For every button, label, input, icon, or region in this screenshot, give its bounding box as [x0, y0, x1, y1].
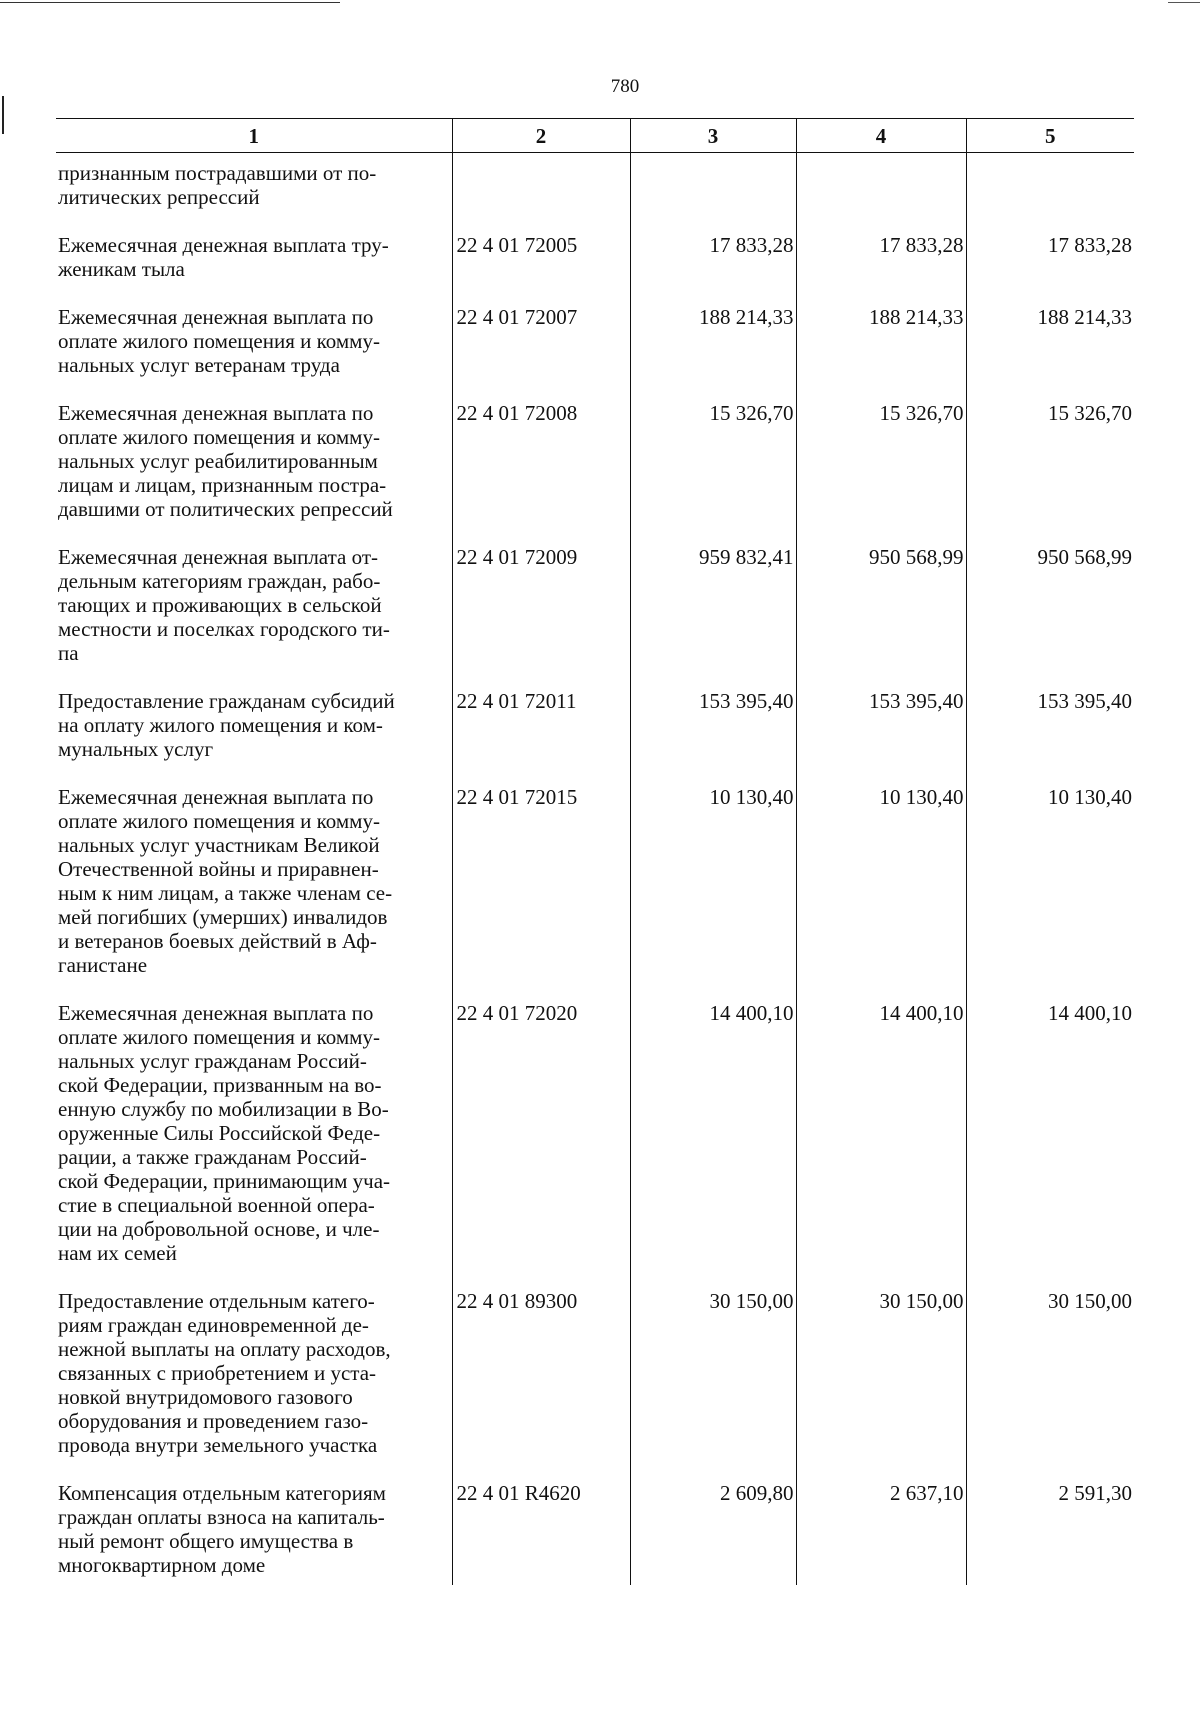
table-row — [56, 1481, 1134, 1585]
row-value-4: 153 395,40 — [796, 689, 966, 785]
top-rule-right — [1168, 2, 1200, 3]
name-line: Ежемесячная денежная выплата по — [58, 401, 374, 425]
name-line: ской Федерации, призванным на во- — [58, 1073, 382, 1097]
row-value-5: 2 591,30 — [966, 1481, 1134, 1585]
row-value-4: 17 833,28 — [796, 233, 966, 305]
table-row — [56, 785, 1134, 1001]
row-name — [56, 1289, 452, 1481]
name-line: нальных услуг ветеранам труда — [58, 353, 340, 377]
name-line: провода внутри земельного участка — [58, 1433, 378, 1457]
row-value-5 — [966, 153, 1134, 234]
table-row — [56, 689, 1134, 785]
row-value-4: 30 150,00 — [796, 1289, 966, 1481]
row-value-3: 14 400,10 — [630, 1001, 796, 1289]
header-col-3: 3 — [630, 119, 796, 153]
name-line: оплате жилого помещения и комму- — [58, 1025, 380, 1049]
name-line: Ежемесячная денежная выплата по — [58, 785, 374, 809]
row-value-5: 153 395,40 — [966, 689, 1134, 785]
name-line: нальных услуг участникам Великой — [58, 833, 380, 857]
row-name — [56, 1481, 452, 1585]
row-value-5: 17 833,28 — [966, 233, 1134, 305]
table-row — [56, 545, 1134, 689]
name-line: Отечественной войны и приравнен- — [58, 857, 379, 881]
name-line: Компенсация отдельным категориям — [58, 1481, 386, 1505]
row-value-3: 17 833,28 — [630, 233, 796, 305]
name-line: Ежемесячная денежная выплата тру- — [58, 233, 389, 257]
name-line: мей погибших (умерших) инвалидов — [58, 905, 388, 929]
header-row — [56, 119, 1134, 153]
name-line: Ежемесячная денежная выплата по — [58, 305, 374, 329]
name-line: признанным пострадавшими от по- — [58, 161, 377, 185]
row-name — [56, 1001, 452, 1289]
row-code: 22 4 01 72015 — [452, 785, 630, 1001]
row-code: 22 4 01 72009 — [452, 545, 630, 689]
row-value-3: 15 326,70 — [630, 401, 796, 545]
row-value-4: 950 568,99 — [796, 545, 966, 689]
row-value-4: 14 400,10 — [796, 1001, 966, 1289]
row-code: 22 4 01 R4620 — [452, 1481, 630, 1585]
name-line: нам их семей — [58, 1241, 177, 1265]
row-code: 22 4 01 72008 — [452, 401, 630, 545]
row-code: 22 4 01 72007 — [452, 305, 630, 401]
row-value-5: 10 130,40 — [966, 785, 1134, 1001]
top-rule-left — [0, 2, 340, 3]
header-col-4: 4 — [796, 119, 966, 153]
row-code: 22 4 01 89300 — [452, 1289, 630, 1481]
name-line: нежной выплаты на оплату расходов, — [58, 1337, 391, 1361]
row-value-5: 950 568,99 — [966, 545, 1134, 689]
row-name — [56, 689, 452, 785]
name-line: Предоставление отдельным катего- — [58, 1289, 375, 1313]
budget-table — [56, 118, 1134, 1585]
name-line: лицам и лицам, признанным постра- — [58, 473, 387, 497]
row-value-3: 153 395,40 — [630, 689, 796, 785]
table-row — [56, 233, 1134, 305]
table-row — [56, 401, 1134, 545]
name-line: литических репрессий — [58, 185, 260, 209]
row-code — [452, 153, 630, 234]
name-line: оруженные Силы Российской Феде- — [58, 1121, 381, 1145]
name-line: нальных услуг реабилитированным — [58, 449, 378, 473]
name-line: новкой внутридомового газового — [58, 1385, 353, 1409]
margin-mark — [2, 96, 4, 134]
row-name — [56, 545, 452, 689]
name-line: оплате жилого помещения и комму- — [58, 425, 380, 449]
name-line: дельным категориям граждан, рабо- — [58, 569, 381, 593]
name-line: и ветеранов боевых действий в Аф- — [58, 929, 377, 953]
page-number: 780 — [610, 76, 640, 97]
name-line: оплате жилого помещения и комму- — [58, 329, 380, 353]
name-line: па — [58, 641, 79, 665]
name-line: мунальных услуг — [58, 737, 214, 761]
name-line: нальных услуг гражданам Россий- — [58, 1049, 367, 1073]
row-name — [56, 785, 452, 1001]
name-line: ный ремонт общего имущества в — [58, 1529, 354, 1553]
name-line: ской Федерации, принимающим уча- — [58, 1169, 391, 1193]
row-value-4: 10 130,40 — [796, 785, 966, 1001]
row-value-3 — [630, 153, 796, 234]
table-row — [56, 153, 1134, 234]
name-line: женикам тыла — [58, 257, 185, 281]
row-value-5: 30 150,00 — [966, 1289, 1134, 1481]
row-value-4 — [796, 153, 966, 234]
row-code: 22 4 01 72011 — [452, 689, 630, 785]
table-row — [56, 1001, 1134, 1289]
row-code: 22 4 01 72005 — [452, 233, 630, 305]
row-name — [56, 401, 452, 545]
name-line: ганистане — [58, 953, 148, 977]
name-line: Ежемесячная денежная выплата от- — [58, 545, 378, 569]
name-line: Предоставление гражданам субсидий — [58, 689, 395, 713]
header-col-5: 5 — [966, 119, 1134, 153]
row-value-4: 15 326,70 — [796, 401, 966, 545]
name-line: связанных с приобретением и уста- — [58, 1361, 377, 1385]
name-line: енную службу по мобилизации в Во- — [58, 1097, 389, 1121]
name-line: риям граждан единовременной де- — [58, 1313, 369, 1337]
name-line: на оплату жилого помещения и ком- — [58, 713, 383, 737]
header-col-2: 2 — [452, 119, 630, 153]
row-name — [56, 305, 452, 401]
header-col-1: 1 — [56, 119, 452, 153]
row-value-5: 15 326,70 — [966, 401, 1134, 545]
row-value-3: 2 609,80 — [630, 1481, 796, 1585]
table-row — [56, 1289, 1134, 1481]
row-value-3: 188 214,33 — [630, 305, 796, 401]
table-row — [56, 305, 1134, 401]
name-line: оборудования и проведением газо- — [58, 1409, 369, 1433]
row-code: 22 4 01 72020 — [452, 1001, 630, 1289]
row-value-3: 959 832,41 — [630, 545, 796, 689]
name-line: оплате жилого помещения и комму- — [58, 809, 380, 833]
row-value-4: 2 637,10 — [796, 1481, 966, 1585]
name-line: многоквартирном доме — [58, 1553, 266, 1577]
row-value-5: 188 214,33 — [966, 305, 1134, 401]
name-line: давшими от политических репрессий — [58, 497, 393, 521]
row-value-5: 14 400,10 — [966, 1001, 1134, 1289]
row-value-4: 188 214,33 — [796, 305, 966, 401]
name-line: рации, а также гражданам Россий- — [58, 1145, 367, 1169]
name-line: граждан оплаты взноса на капиталь- — [58, 1505, 385, 1529]
name-line: ным к ним лицам, а также членам се- — [58, 881, 393, 905]
name-line: тающих и проживающих в сельской — [58, 593, 382, 617]
row-value-3: 10 130,40 — [630, 785, 796, 1001]
row-name — [56, 153, 452, 234]
name-line: Ежемесячная денежная выплата по — [58, 1001, 374, 1025]
name-line: стие в специальной военной опера- — [58, 1193, 375, 1217]
name-line: местности и поселках городского ти- — [58, 617, 390, 641]
row-value-3: 30 150,00 — [630, 1289, 796, 1481]
name-line: ции на добровольной основе, и чле- — [58, 1217, 380, 1241]
row-name — [56, 233, 452, 305]
